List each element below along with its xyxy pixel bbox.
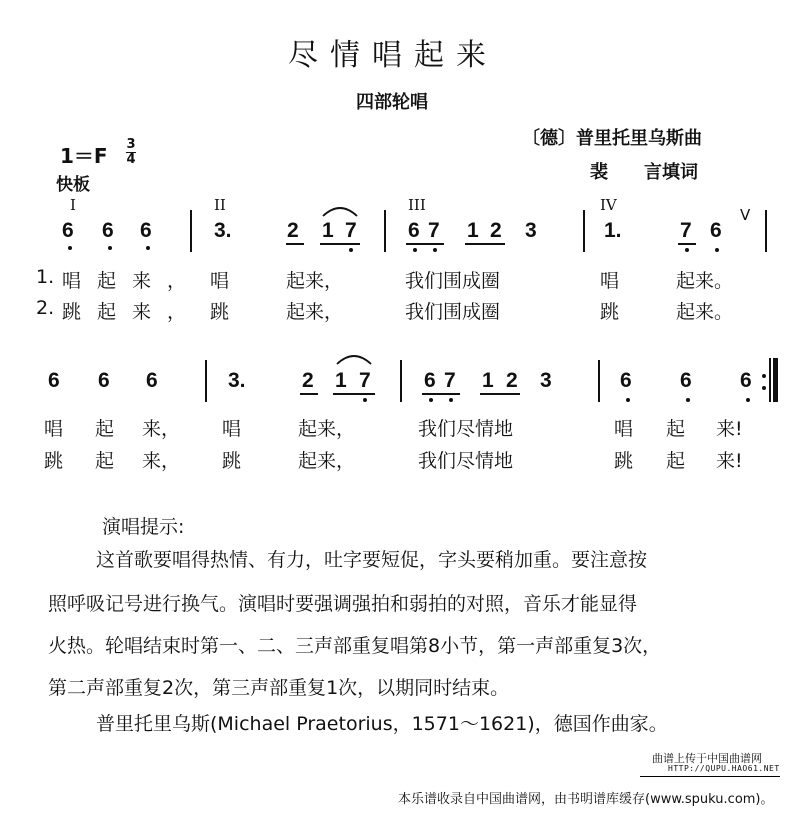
note: 2 bbox=[302, 369, 314, 392]
note: 1 bbox=[467, 219, 479, 242]
watermark-divider bbox=[640, 776, 780, 777]
lower-octave-dot bbox=[363, 398, 367, 402]
slur-arc bbox=[321, 204, 359, 218]
note: 6 bbox=[48, 369, 60, 392]
lyric: 跳 bbox=[222, 450, 242, 472]
repeat-dot bbox=[762, 374, 766, 378]
lyric: 唱 bbox=[44, 418, 64, 440]
lyric: 起来， bbox=[286, 301, 344, 323]
breath-mark: V bbox=[740, 206, 751, 224]
part-label-3: III bbox=[408, 196, 426, 214]
bar-line bbox=[583, 210, 585, 252]
bar-line bbox=[400, 360, 402, 402]
repeat-thick-bar bbox=[773, 358, 778, 402]
time-signature bbox=[126, 138, 136, 166]
bar-line bbox=[765, 210, 767, 252]
tempo-marking: 快板 bbox=[56, 175, 90, 195]
tips-paragraph-line: 第二声部重复2次，第三声部重复1次，以期同时结束。 bbox=[48, 677, 510, 699]
note: 6 bbox=[98, 369, 110, 392]
part-label-1: I bbox=[70, 196, 76, 214]
note: 2 bbox=[287, 219, 299, 242]
lyric: 我们尽情地 bbox=[418, 418, 514, 440]
tips-heading: 演唱提示: bbox=[102, 516, 185, 538]
lyricist-credit: 裴 言填词 bbox=[590, 162, 698, 183]
lyric: 起 bbox=[95, 450, 115, 472]
lyric: 跳 bbox=[210, 301, 230, 323]
lyric: 跳 bbox=[44, 450, 64, 472]
lyric: 我们围成圈 bbox=[405, 270, 501, 292]
note: 1 bbox=[482, 369, 494, 392]
lyric: 跳起来， bbox=[62, 301, 203, 323]
note: 1. bbox=[604, 219, 622, 242]
lower-octave-dot bbox=[108, 246, 112, 250]
note: 3. bbox=[214, 219, 232, 242]
lyric: 来， bbox=[142, 450, 181, 472]
lower-octave-dot bbox=[68, 246, 72, 250]
lyric: 来! bbox=[716, 418, 743, 440]
footer-source: 本乐谱收录自中国曲谱网，由书明谱库缓存(www.spuku.com)。 bbox=[398, 792, 774, 807]
lyric: 唱起来， bbox=[62, 270, 203, 292]
note: 6 bbox=[140, 219, 152, 242]
lower-octave-dot bbox=[686, 398, 690, 402]
note: 6 bbox=[710, 219, 722, 242]
verse-number: 2. bbox=[36, 297, 55, 319]
tips-paragraph-line: 照呼吸记号进行换气。演唱时要强调强拍和弱拍的对照，音乐才能显得 bbox=[48, 593, 638, 615]
lower-octave-dot bbox=[146, 246, 150, 250]
key-signature: 1＝F bbox=[60, 144, 108, 168]
lower-octave-dot bbox=[685, 248, 689, 252]
eighth-underline bbox=[422, 393, 460, 395]
bar-line bbox=[384, 210, 386, 252]
tips-paragraph-line: 这首歌要唱得热情、有力，吐字要短促，字头要稍加重。要注意按 bbox=[96, 549, 648, 571]
eighth-underline bbox=[286, 243, 304, 245]
note: 6 bbox=[146, 369, 158, 392]
eighth-underline bbox=[465, 243, 505, 245]
note: 6 bbox=[680, 369, 692, 392]
lyric: 来! bbox=[716, 450, 743, 472]
note: 1 bbox=[322, 219, 334, 242]
note: 7 bbox=[444, 369, 456, 392]
bar-line bbox=[598, 360, 600, 402]
note: 3 bbox=[540, 369, 552, 392]
lyric: 起 bbox=[666, 450, 686, 472]
song-subtitle: 四部轮唱 bbox=[356, 92, 428, 113]
lower-octave-dot bbox=[349, 248, 353, 252]
lyric: 唱 bbox=[210, 270, 230, 292]
composer-credit: 〔德〕普里托里乌斯曲 bbox=[522, 128, 702, 149]
time-signature-top: 3 bbox=[126, 137, 136, 152]
lyric: 起来。 bbox=[676, 270, 734, 292]
song-title: 尽情唱起来 bbox=[288, 38, 498, 73]
lyric: 唱 bbox=[600, 270, 620, 292]
lyric: 我们尽情地 bbox=[418, 450, 514, 472]
composer-note: 普里托里乌斯(Michael Praetorius，1571～1621)，德国作曲家。 bbox=[96, 713, 668, 735]
repeat-thin-bar bbox=[769, 358, 771, 402]
note: 6 bbox=[424, 369, 436, 392]
note: 7 bbox=[345, 219, 357, 242]
lyric: 跳 bbox=[614, 450, 634, 472]
watermark-title: 曲谱上传于中国曲谱网 bbox=[652, 752, 762, 765]
bar-line bbox=[190, 210, 192, 252]
part-label-4: IV bbox=[600, 196, 617, 214]
verse-number: 1. bbox=[36, 266, 55, 288]
note: 1 bbox=[335, 369, 347, 392]
time-signature-bottom: 4 bbox=[126, 152, 136, 167]
lyric: 起来， bbox=[298, 450, 356, 472]
bar-line bbox=[205, 360, 207, 402]
lyric: 我们围成圈 bbox=[405, 301, 501, 323]
lyric: 来， bbox=[142, 418, 181, 440]
eighth-underline bbox=[480, 393, 520, 395]
note: 6 bbox=[102, 219, 114, 242]
lyric: 起来。 bbox=[676, 301, 734, 323]
note: 7 bbox=[680, 219, 692, 242]
note: 3. bbox=[228, 369, 246, 392]
eighth-underline bbox=[678, 243, 696, 245]
eighth-underline bbox=[406, 243, 444, 245]
lyric: 唱 bbox=[222, 418, 242, 440]
lyric: 唱 bbox=[614, 418, 634, 440]
eighth-underline bbox=[300, 393, 318, 395]
eighth-underline bbox=[333, 393, 375, 395]
lyric: 起来， bbox=[286, 270, 344, 292]
repeat-dot bbox=[762, 386, 766, 390]
note: 7 bbox=[359, 369, 371, 392]
lower-octave-dot bbox=[413, 248, 417, 252]
lower-octave-dot bbox=[433, 248, 437, 252]
lyric: 起 bbox=[95, 418, 115, 440]
lower-octave-dot bbox=[626, 398, 630, 402]
note: 6 bbox=[740, 369, 752, 392]
note: 3 bbox=[525, 219, 537, 242]
lyric: 起来， bbox=[298, 418, 356, 440]
note: 6 bbox=[408, 219, 420, 242]
tips-paragraph-line: 火热。轮唱结束时第一、二、三声部重复唱第8小节，第一声部重复3次， bbox=[48, 635, 662, 657]
lower-octave-dot bbox=[449, 398, 453, 402]
note: 2 bbox=[490, 219, 502, 242]
lower-octave-dot bbox=[715, 248, 719, 252]
lyric: 跳 bbox=[600, 301, 620, 323]
note: 6 bbox=[62, 219, 74, 242]
watermark-url: HTTP://QUPU.HAO61.NET bbox=[668, 764, 780, 773]
note: 2 bbox=[506, 369, 518, 392]
note: 7 bbox=[428, 219, 440, 242]
lyric: 起 bbox=[666, 418, 686, 440]
eighth-underline bbox=[320, 243, 360, 245]
note: 6 bbox=[620, 369, 632, 392]
part-label-2: II bbox=[214, 196, 226, 214]
lower-octave-dot bbox=[746, 398, 750, 402]
slur-arc bbox=[335, 352, 373, 366]
lower-octave-dot bbox=[429, 398, 433, 402]
